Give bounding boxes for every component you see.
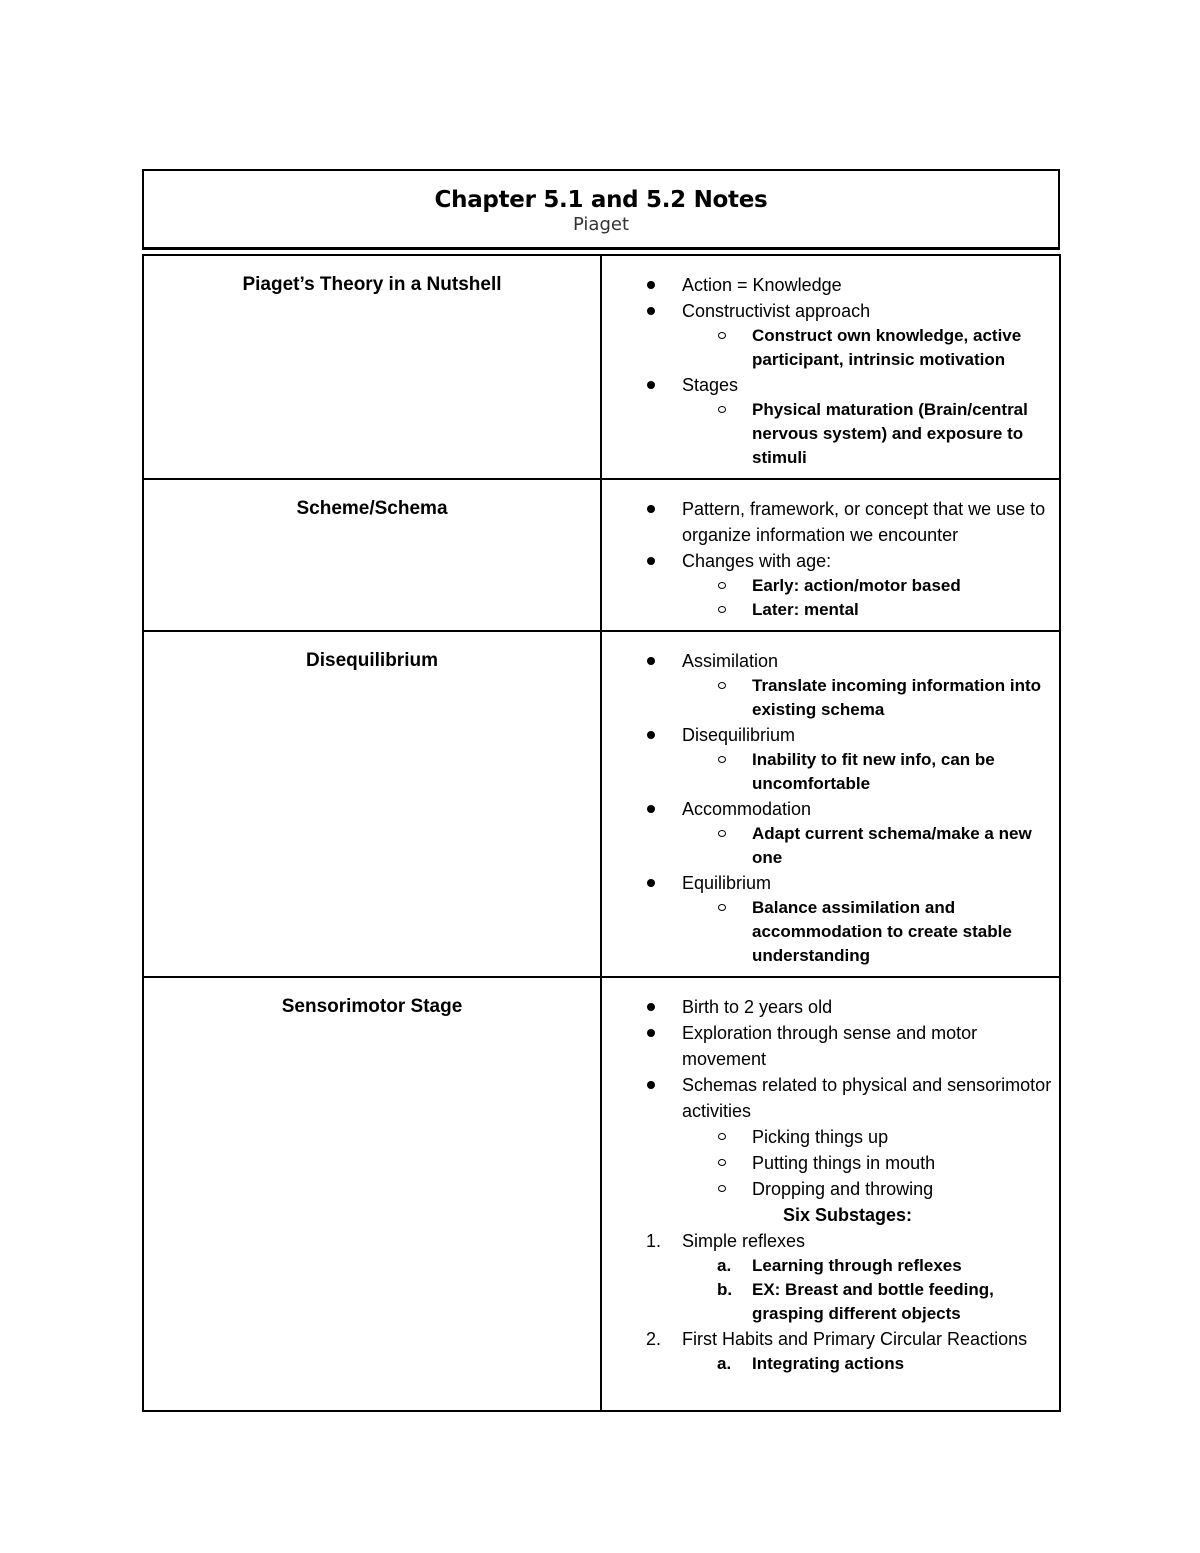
table-row xyxy=(143,631,1060,977)
list-marker: a. xyxy=(717,1354,732,1373)
details-cell xyxy=(601,977,1060,1411)
page-subtitle: Piaget xyxy=(572,214,630,235)
lettered-item xyxy=(602,1254,1053,1278)
sub-list-item: Putting things in mouth xyxy=(602,1150,1053,1176)
sub-list-item: Inability to fit new info, can be uncomfortable xyxy=(602,748,1053,796)
lettered-item-text: Integrating actions xyxy=(752,1354,905,1373)
list-item: Birth to 2 years old xyxy=(602,994,1053,1020)
table-row xyxy=(143,977,1060,1411)
sub-list-item: Adapt current schema/make a new one xyxy=(602,822,1053,870)
sub-list-item: Physical maturation (Brain/central nervous system) and exposure to stimuli xyxy=(602,398,1053,470)
list-marker: a. xyxy=(717,1256,732,1275)
list-item: Pattern, framework, or concept that we use to organize information we encounter xyxy=(602,496,1053,548)
list-item: Action = Knowledge xyxy=(602,272,1053,298)
table-row xyxy=(143,479,1060,631)
list-item: Stages xyxy=(602,372,1053,398)
term-label: Disequilibrium xyxy=(306,650,438,671)
notes-table xyxy=(142,254,1061,1412)
sub-list-item: Picking things up xyxy=(602,1124,1053,1150)
details-cell xyxy=(601,255,1060,479)
list-item: Changes with age: xyxy=(602,548,1053,574)
substages-heading: Six Substages: xyxy=(782,1205,913,1225)
list-item: Assimilation xyxy=(602,648,1053,674)
term-cell xyxy=(143,977,601,1411)
term-label: Sensorimotor Stage xyxy=(281,996,463,1017)
sub-list-item: Early: action/motor based xyxy=(602,574,1053,598)
numbered-item xyxy=(602,1228,1053,1254)
details-cell xyxy=(601,479,1060,631)
list-item: Schemas related to physical and sensorimotor activities xyxy=(602,1072,1053,1124)
term-cell xyxy=(143,255,601,479)
term-label: Piaget’s Theory in a Nutshell xyxy=(242,274,502,295)
list-item: Disequilibrium xyxy=(602,722,1053,748)
list-item: Exploration through sense and motor movement xyxy=(602,1020,1053,1072)
lettered-item-text: Learning through reflexes xyxy=(752,1256,962,1275)
sub-list-item: Construct own knowledge, active participant, intrinsic motivation xyxy=(602,324,1053,372)
sub-list-item: Later: mental xyxy=(602,598,1053,622)
term-label: Scheme/Schema xyxy=(296,498,448,519)
list-item: Accommodation xyxy=(602,796,1053,822)
list-marker: 1. xyxy=(646,1231,662,1251)
details-cell xyxy=(601,631,1060,977)
lettered-item xyxy=(602,1278,1053,1326)
sub-list-item: Translate incoming information into existing schema xyxy=(602,674,1053,722)
numbered-item-text: First Habits and Primary Circular Reactions xyxy=(682,1329,1028,1349)
lettered-item xyxy=(602,1352,1053,1376)
numbered-item xyxy=(602,1326,1053,1352)
numbered-item-text: Simple reflexes xyxy=(682,1231,806,1251)
sub-list-item: Dropping and throwing xyxy=(602,1176,1053,1202)
term-cell xyxy=(143,479,601,631)
list-item: Constructivist approach xyxy=(602,298,1053,324)
sub-list-item: Balance assimilation and accommodation to create stable understanding xyxy=(602,896,1053,968)
table-row xyxy=(143,255,1060,479)
term-cell xyxy=(143,631,601,977)
list-marker: 2. xyxy=(646,1329,662,1349)
list-item: Equilibrium xyxy=(602,870,1053,896)
title-box xyxy=(142,169,1060,249)
lettered-item-text: EX: Breast and bottle feeding, grasping different objects xyxy=(752,1280,994,1323)
list-marker: b. xyxy=(717,1280,733,1299)
title-divider xyxy=(142,249,1060,252)
page-title: Chapter 5.1 and 5.2 Notes xyxy=(434,187,768,213)
